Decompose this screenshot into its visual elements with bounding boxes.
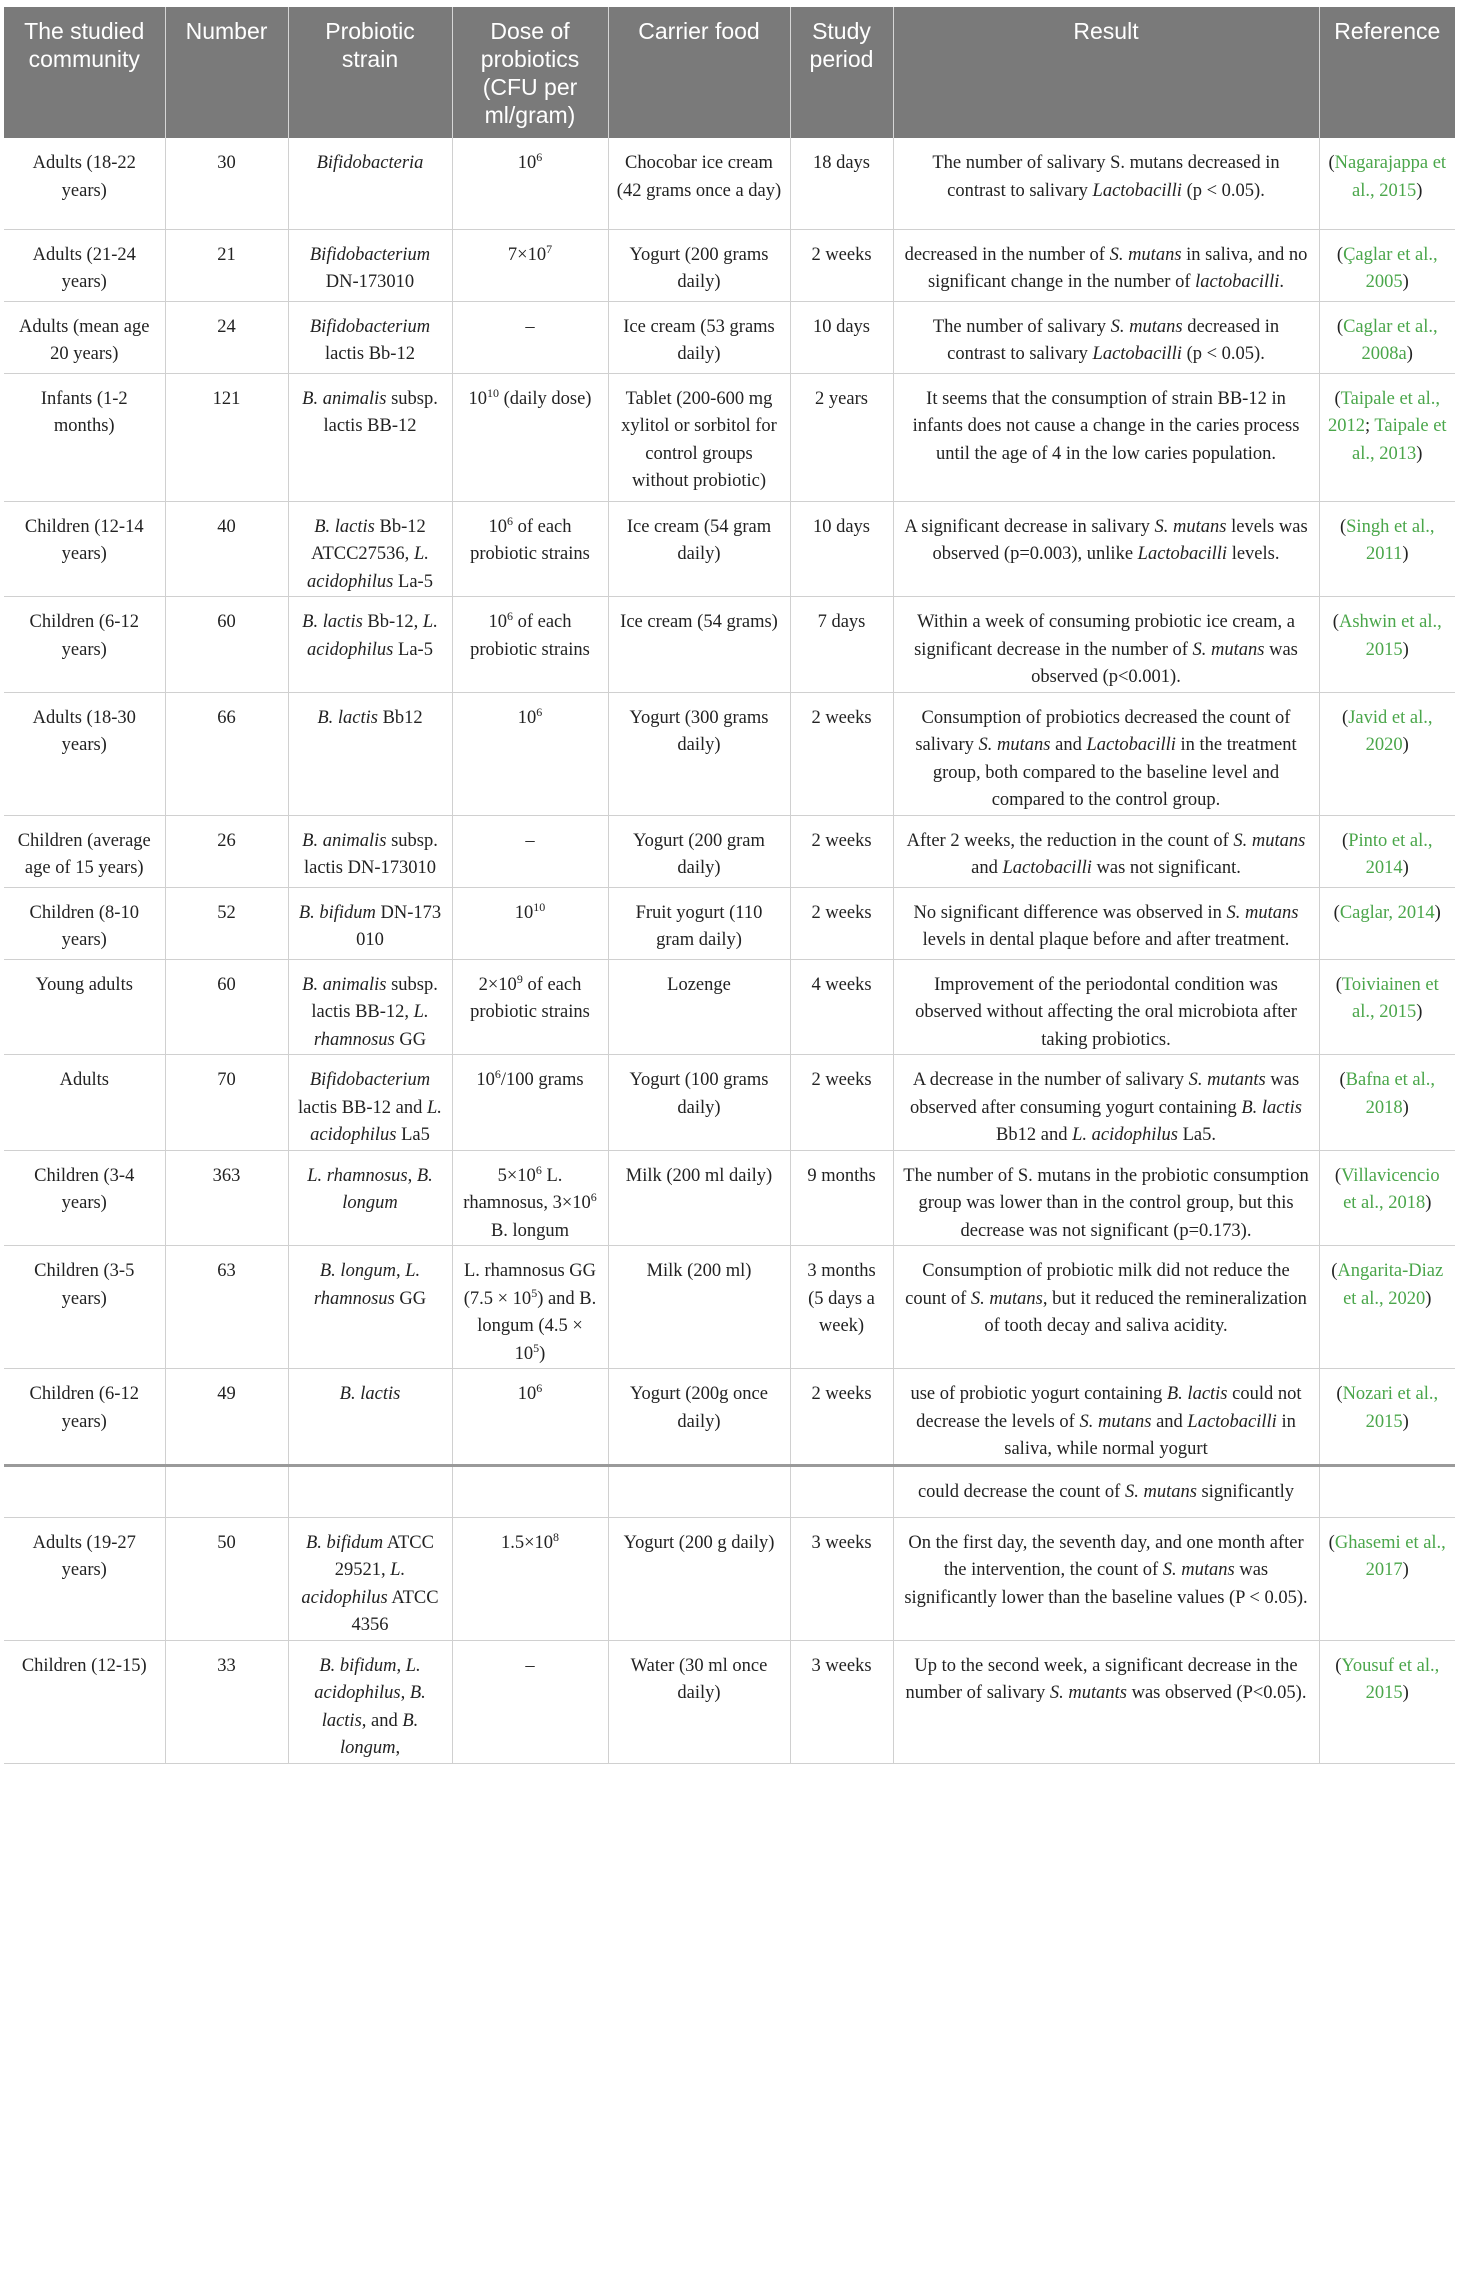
cell-result: No significant difference was observed in S. mutans levels in dental plaque before and after treatment. bbox=[893, 887, 1319, 959]
reference-link[interactable]: Pinto et al., 2014 bbox=[1348, 830, 1433, 878]
cell-carrier bbox=[608, 1465, 790, 1517]
cell-period: 2 years bbox=[790, 373, 893, 501]
cell-period: 3 months (5 days a week) bbox=[790, 1246, 893, 1369]
reference-link[interactable]: Bafna et al., 2018 bbox=[1345, 1070, 1436, 1118]
cell-dose: – bbox=[452, 815, 608, 887]
cell-number: 60 bbox=[165, 959, 288, 1055]
cell-number: 33 bbox=[165, 1640, 288, 1763]
reference-link[interactable]: Ashwin et al., 2015 bbox=[1338, 612, 1442, 660]
cell-dose: $10^{10}$ bbox=[452, 887, 608, 959]
table-row bbox=[4, 597, 1455, 693]
cell-period: 9 months bbox=[790, 1150, 893, 1246]
cell-reference: (Çaglar et al., 2005) bbox=[1319, 229, 1455, 301]
table-row bbox=[4, 1517, 1455, 1640]
cell-community: Children (12-15) bbox=[4, 1640, 165, 1763]
cell-result: Within a week of consuming probiotic ice cream, a significant decrease in the number of S. mutans was observed (p<0.001). bbox=[893, 597, 1319, 693]
cell-carrier: Lozenge bbox=[608, 959, 790, 1055]
cell-strain: B. bifidum DN-173 010 bbox=[288, 887, 452, 959]
cell-carrier: Yogurt (200 g daily) bbox=[608, 1517, 790, 1640]
reference-link[interactable]: Toiviainen et al., 2015 bbox=[1341, 974, 1439, 1022]
cell-result: After 2 weeks, the reduction in the count of S. mutans and Lactobacilli was not significant. bbox=[893, 815, 1319, 887]
table-row bbox=[4, 1640, 1455, 1763]
cell-dose: $10^{10}$ (daily dose) bbox=[452, 373, 608, 501]
reference-link[interactable]: Taipale et al., 2012 bbox=[1327, 388, 1441, 436]
cell-number: 52 bbox=[165, 887, 288, 959]
header-reference: Reference bbox=[1319, 7, 1455, 138]
cell-number: 50 bbox=[165, 1517, 288, 1640]
cell-carrier: Water (30 ml once daily) bbox=[608, 1640, 790, 1763]
cell-number: 60 bbox=[165, 597, 288, 693]
cell-period: 2 weeks bbox=[790, 1055, 893, 1151]
header-strain: Probiotic strain bbox=[288, 7, 452, 138]
cell-result: decreased in the number of S. mutans in saliva, and no significant change in the number of lactobacilli. bbox=[893, 229, 1319, 301]
cell-strain: B. lactis Bb12 bbox=[288, 692, 452, 815]
cell-carrier: Milk (200 ml) bbox=[608, 1246, 790, 1369]
cell-result: It seems that the consumption of strain BB-12 in infants does not cause a change in the caries process until the age of 4 in the low caries population. bbox=[893, 373, 1319, 501]
reference-link[interactable]: Nagarajappa et al., 2015 bbox=[1334, 153, 1447, 201]
cell-dose: L. rhamnosus GG $(7.5 \times 10^5)$ and B. longum $(4.5 \times 10^5)$ bbox=[452, 1246, 608, 1369]
cell-community: Adults bbox=[4, 1055, 165, 1151]
cell-period: 3 weeks bbox=[790, 1640, 893, 1763]
cell-number: 63 bbox=[165, 1246, 288, 1369]
table-row bbox=[4, 1055, 1455, 1151]
cell-result: Consumption of probiotics decreased the count of salivary S. mutans and Lactobacilli in the treatment group, both compared to the baseline level and compared to the control group. bbox=[893, 692, 1319, 815]
cell-community: Adults (mean age 20 years) bbox=[4, 301, 165, 373]
cell-dose: – bbox=[452, 301, 608, 373]
cell-result: The number of salivary S. mutans decreased in contrast to salivary Lactobacilli (p < 0.05). bbox=[893, 301, 1319, 373]
cell-number: 49 bbox=[165, 1369, 288, 1466]
cell-period: 10 days bbox=[790, 501, 893, 597]
table-row bbox=[4, 815, 1455, 887]
cell-carrier: Ice cream (54 grams) bbox=[608, 597, 790, 693]
cell-period: 2 weeks bbox=[790, 1369, 893, 1466]
cell-dose: $10^6$ bbox=[452, 1369, 608, 1466]
cell-number: 66 bbox=[165, 692, 288, 815]
table-row bbox=[4, 301, 1455, 373]
cell-dose: $1.5\times 10^8$ bbox=[452, 1517, 608, 1640]
cell-period: 2 weeks bbox=[790, 229, 893, 301]
cell-reference: (Taipale et al., 2012; Taipale et al., 2013) bbox=[1319, 373, 1455, 501]
header-number: Number bbox=[165, 7, 288, 138]
cell-community: Children (average age of 15 years) bbox=[4, 815, 165, 887]
cell-strain: Bifidobacterium lactis BB-12 and L. acidophilus La5 bbox=[288, 1055, 452, 1151]
cell-carrier: Yogurt (200 grams daily) bbox=[608, 229, 790, 301]
cell-result: Improvement of the periodontal condition was observed without affecting the oral microbiota after taking probiotics. bbox=[893, 959, 1319, 1055]
reference-link[interactable]: Villavicencio et al., 2018 bbox=[1341, 1165, 1440, 1213]
cell-result: could decrease the count of S. mutans significantly bbox=[893, 1465, 1319, 1517]
cell-result: On the first day, the seventh day, and one month after the intervention, the count of S. mutans was significantly lower than the baseline values (P < 0.05). bbox=[893, 1517, 1319, 1640]
cell-community: Children (6-12 years) bbox=[4, 1369, 165, 1466]
cell-dose: – bbox=[452, 1640, 608, 1763]
reference-link[interactable]: Ghasemi et al., 2017 bbox=[1334, 1532, 1446, 1580]
cell-result: A significant decrease in salivary S. mutans levels was observed (p=0.003), unlike Lactobacilli levels. bbox=[893, 501, 1319, 597]
cell-reference: (Nagarajappa et al., 2015) bbox=[1319, 138, 1455, 229]
reference-link[interactable]: Javid et al., 2020 bbox=[1348, 707, 1433, 755]
cell-dose: $10^6$ of each probiotic strains bbox=[452, 597, 608, 693]
table-row bbox=[4, 1465, 1455, 1517]
cell-period: 18 days bbox=[790, 138, 893, 229]
header-period: Study period bbox=[790, 7, 893, 138]
cell-reference: (Villavicencio et al., 2018) bbox=[1319, 1150, 1455, 1246]
cell-reference: (Yousuf et al., 2015) bbox=[1319, 1640, 1455, 1763]
cell-result: The number of salivary S. mutans decreased in contrast to salivary Lactobacilli (p < 0.05). bbox=[893, 138, 1319, 229]
cell-number: 26 bbox=[165, 815, 288, 887]
cell-carrier: Ice cream (53 grams daily) bbox=[608, 301, 790, 373]
cell-strain: B. animalis subsp. lactis BB-12, L. rhamnosus GG bbox=[288, 959, 452, 1055]
cell-community: Young adults bbox=[4, 959, 165, 1055]
header-carrier: Carrier food bbox=[608, 7, 790, 138]
cell-reference: (Singh et al., 2011) bbox=[1319, 501, 1455, 597]
cell-carrier: Ice cream (54 gram daily) bbox=[608, 501, 790, 597]
cell-dose: $7\times 10^7$ bbox=[452, 229, 608, 301]
cell-reference: (Ghasemi et al., 2017) bbox=[1319, 1517, 1455, 1640]
cell-strain: Bifidobacteria bbox=[288, 138, 452, 229]
cell-result: Consumption of probiotic milk did not reduce the count of S. mutans, but it reduced the remineralization of tooth decay and saliva acidity. bbox=[893, 1246, 1319, 1369]
cell-strain: B. animalis subsp. lactis DN-173010 bbox=[288, 815, 452, 887]
table-row bbox=[4, 501, 1455, 597]
table-row bbox=[4, 138, 1455, 229]
cell-carrier: Tablet (200-600 mg xylitol or sorbitol for control groups without probiotic) bbox=[608, 373, 790, 501]
table-header bbox=[4, 7, 1455, 138]
cell-community: Adults (18-22 years) bbox=[4, 138, 165, 229]
cell-strain: B. animalis subsp. lactis BB-12 bbox=[288, 373, 452, 501]
cell-community: Adults (19-27 years) bbox=[4, 1517, 165, 1640]
reference-link[interactable]: Singh et al., 2011 bbox=[1346, 516, 1435, 564]
cell-number bbox=[165, 1465, 288, 1517]
reference-link[interactable]: Angarita-Diaz et al., 2020 bbox=[1337, 1261, 1444, 1309]
cell-reference: (Toiviainen et al., 2015) bbox=[1319, 959, 1455, 1055]
cell-carrier: Yogurt (200g once daily) bbox=[608, 1369, 790, 1466]
cell-carrier: Yogurt (300 grams daily) bbox=[608, 692, 790, 815]
reference-link[interactable]: Caglar et al., 2008a bbox=[1343, 316, 1438, 364]
cell-dose bbox=[452, 1465, 608, 1517]
cell-dose: $10^6$ bbox=[452, 138, 608, 229]
cell-carrier: Chocobar ice cream (42 grams once a day) bbox=[608, 138, 790, 229]
cell-community: Adults (18-30 years) bbox=[4, 692, 165, 815]
cell-period: 2 weeks bbox=[790, 887, 893, 959]
cell-period: 7 days bbox=[790, 597, 893, 693]
cell-result: Up to the second week, a significant decrease in the number of salivary S. mutants was observed (P<0.05). bbox=[893, 1640, 1319, 1763]
cell-period: 2 weeks bbox=[790, 815, 893, 887]
cell-strain: L. rhamnosus, B. longum bbox=[288, 1150, 452, 1246]
cell-carrier: Yogurt (200 gram daily) bbox=[608, 815, 790, 887]
cell-number: 24 bbox=[165, 301, 288, 373]
cell-number: 121 bbox=[165, 373, 288, 501]
reference-link[interactable]: Caglar, 2014 bbox=[1339, 902, 1435, 923]
cell-reference: (Javid et al., 2020) bbox=[1319, 692, 1455, 815]
cell-strain bbox=[288, 1465, 452, 1517]
table-row bbox=[4, 692, 1455, 815]
cell-strain: B. lactis Bb-12, L. acidophilus La-5 bbox=[288, 597, 452, 693]
cell-strain: Bifidobacterium lactis Bb-12 bbox=[288, 301, 452, 373]
cell-strain: B. bifidum ATCC 29521, L. acidophilus ATCC 4356 bbox=[288, 1517, 452, 1640]
cell-carrier: Fruit yogurt (110 gram daily) bbox=[608, 887, 790, 959]
cell-result: use of probiotic yogurt containing B. lactis could not decrease the levels of S. mutans and Lactobacilli in saliva, while normal yogurt bbox=[893, 1369, 1319, 1466]
cell-strain: Bifidobacterium DN-173010 bbox=[288, 229, 452, 301]
cell-result: A decrease in the number of salivary S. mutants was observed after consuming yogurt containing B. lactis Bb12 and L. acidophilus La5. bbox=[893, 1055, 1319, 1151]
cell-reference: (Nozari et al., 2015) bbox=[1319, 1369, 1455, 1466]
cell-strain: B. longum, L. rhamnosus GG bbox=[288, 1246, 452, 1369]
cell-dose: $10^6$ of each probiotic strains bbox=[452, 501, 608, 597]
cell-period: 3 weeks bbox=[790, 1517, 893, 1640]
cell-number: 30 bbox=[165, 138, 288, 229]
cell-community: Children (6-12 years) bbox=[4, 597, 165, 693]
table-row bbox=[4, 1246, 1455, 1369]
cell-number: 21 bbox=[165, 229, 288, 301]
table-body bbox=[4, 138, 1455, 1763]
cell-community: Adults (21-24 years) bbox=[4, 229, 165, 301]
table-row bbox=[4, 887, 1455, 959]
cell-community: Children (12-14 years) bbox=[4, 501, 165, 597]
table-row bbox=[4, 373, 1455, 501]
cell-strain: B. bifidum, L. acidophilus, B. lactis, and B. longum, bbox=[288, 1640, 452, 1763]
cell-carrier: Milk (200 ml daily) bbox=[608, 1150, 790, 1246]
cell-strain: B. lactis bbox=[288, 1369, 452, 1466]
table-row bbox=[4, 1369, 1455, 1466]
cell-dose: $2\times 10^9$ of each probiotic strains bbox=[452, 959, 608, 1055]
cell-dose: $10^6$ bbox=[452, 692, 608, 815]
cell-number: 363 bbox=[165, 1150, 288, 1246]
reference-link[interactable]: Çaglar et al., 2005 bbox=[1343, 244, 1438, 292]
cell-community bbox=[4, 1465, 165, 1517]
cell-period: 2 weeks bbox=[790, 692, 893, 815]
cell-reference: (Pinto et al., 2014) bbox=[1319, 815, 1455, 887]
cell-number: 70 bbox=[165, 1055, 288, 1151]
cell-period: 4 weeks bbox=[790, 959, 893, 1055]
cell-community: Infants (1-2 months) bbox=[4, 373, 165, 501]
cell-reference: (Bafna et al., 2018) bbox=[1319, 1055, 1455, 1151]
cell-period: 10 days bbox=[790, 301, 893, 373]
table-row bbox=[4, 1150, 1455, 1246]
reference-link[interactable]: Taipale et al., 2013 bbox=[1352, 416, 1447, 464]
cell-dose: $5\times 10^6$ L. rhamnosus, $3\times 10^6$ B. longum bbox=[452, 1150, 608, 1246]
cell-carrier: Yogurt (100 grams daily) bbox=[608, 1055, 790, 1151]
reference-link[interactable]: Yousuf et al., 2015 bbox=[1341, 1655, 1440, 1703]
cell-community: Children (3-4 years) bbox=[4, 1150, 165, 1246]
cell-strain: B. lactis Bb-12 ATCC27536, L. acidophilus La-5 bbox=[288, 501, 452, 597]
table-row bbox=[4, 959, 1455, 1055]
cell-reference: (Ashwin et al., 2015) bbox=[1319, 597, 1455, 693]
probiotics-table bbox=[4, 7, 1455, 1764]
cell-number: 40 bbox=[165, 501, 288, 597]
cell-reference: (Angarita-Diaz et al., 2020) bbox=[1319, 1246, 1455, 1369]
cell-result: The number of S. mutans in the probiotic consumption group was lower than in the control group, but this decrease was not significant (p=0.173). bbox=[893, 1150, 1319, 1246]
header-dose: Dose of probiotics (CFU per ml/gram) bbox=[452, 7, 608, 138]
cell-reference bbox=[1319, 1465, 1455, 1517]
cell-period bbox=[790, 1465, 893, 1517]
cell-community: Children (8-10 years) bbox=[4, 887, 165, 959]
header-result: Result bbox=[893, 7, 1319, 138]
cell-reference: (Caglar et al., 2008a) bbox=[1319, 301, 1455, 373]
header-community: The studied community bbox=[4, 7, 165, 138]
cell-community: Children (3-5 years) bbox=[4, 1246, 165, 1369]
reference-link[interactable]: Nozari et al., 2015 bbox=[1342, 1384, 1439, 1432]
cell-reference: (Caglar, 2014) bbox=[1319, 887, 1455, 959]
cell-dose: $10^6/100$ grams bbox=[452, 1055, 608, 1151]
table-row bbox=[4, 229, 1455, 301]
